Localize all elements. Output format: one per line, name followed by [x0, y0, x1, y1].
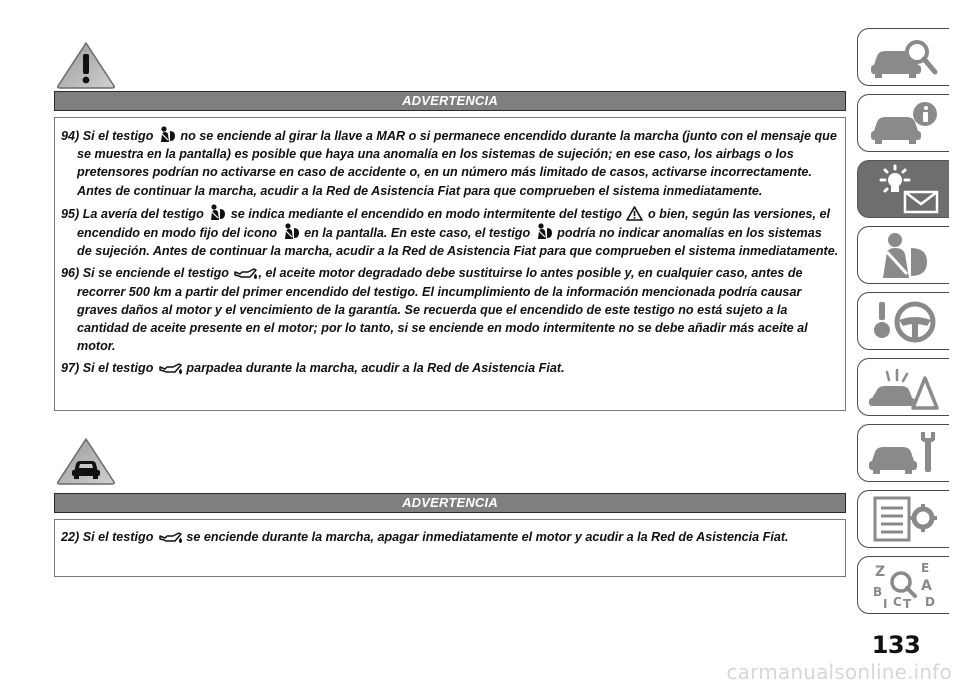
warning-box [54, 117, 846, 411]
index-letter: D [924, 595, 935, 609]
tab-starting-driving[interactable] [857, 292, 949, 350]
warning-note [61, 528, 839, 546]
airbag-warning-icon [535, 223, 553, 240]
car-crash-icon [867, 362, 941, 412]
note-text: o bien, según las versiones, el encendido en modo fijo del icono [77, 206, 830, 241]
tab-warning-lights[interactable] [857, 160, 949, 218]
warning-header: ADVERTENCIA [54, 91, 846, 111]
oil-pressure-icon [158, 362, 182, 375]
warning-note [61, 359, 839, 377]
note-text: no se enciende al girar la llave a MAR o si permanece encendido durante la marcha (junto con el mensaje que se muestra en la pantalla) es posible que haya una anomalía en los sistemas de sujeción; en ese caso, los airbags o los pretensores podrían no activarse en caso de accidente o, en un número más limitado de casos, activarse incorrectamente. Antes de continuar la marcha, acudir a la Red de Asistencia Fiat para que comprueben el sistema inmediatamente. [77, 129, 837, 198]
warning-note [61, 204, 839, 261]
data-gear-icon [867, 494, 941, 544]
airbag-warning-icon [158, 126, 176, 143]
tab-maintenance[interactable] [857, 424, 949, 482]
note-text: podría no indicar anomalías en los sistemas de sujeción. Antes de continuar la marcha, acudir a la Red de Asistencia Fiat para que comprueben el sistema inmediatamente. [77, 226, 839, 259]
airbag-warning-icon [282, 223, 300, 240]
general-warning-triangle-icon [626, 206, 643, 221]
index-letter: B [872, 585, 882, 599]
car-wrench-icon [867, 428, 941, 478]
note-text: en la pantalla. En este caso, el testigo [300, 226, 534, 241]
tab-emergency[interactable] [857, 358, 949, 416]
index-letter: Z [874, 564, 885, 580]
page-number: 133 [871, 631, 921, 659]
car-search-icon [867, 32, 941, 82]
tab-index[interactable] [857, 556, 949, 614]
tab-car-info[interactable] [857, 94, 949, 152]
alphabet-index-icon [867, 560, 941, 610]
warning-header: ADVERTENCIA [54, 493, 846, 513]
note-text: se enciende durante la marcha, apagar inmediatamente el motor y acudir a la Red de Asistencia Fiat. [182, 530, 789, 544]
car-warning-icon [54, 436, 118, 486]
steering-wheel-key-icon [867, 296, 941, 346]
car-info-icon [867, 98, 941, 148]
index-letter: T [902, 597, 911, 610]
index-letter: C [892, 595, 902, 609]
warning-light-message-icon [867, 164, 941, 214]
note-text: 96) Si se enciende el testigo [61, 266, 233, 281]
warning-note [61, 126, 839, 200]
airbag-warning-icon [208, 204, 226, 221]
tab-technical-data[interactable] [857, 490, 949, 548]
note-text: 95) La avería del testigo [61, 206, 208, 221]
note-text: , el aceite motor degradado debe sustituirse lo antes posible y, en cualquier caso, antes de recorrer 500 km a partir del primer encendido del testigo. El incumplimiento de la información mencionada podría causar graves daños al motor y el vencimiento de la garantía. Se recuerda que el encendido de este testigo no está sujeto a la cantidad de aceite presente en el motor; por lo tanto, si se enciende en modo intermitente no se debe añadir más aceite al motor. [77, 266, 808, 354]
index-letter: A [920, 578, 932, 594]
warning-triangle-icon [54, 40, 118, 90]
note-text: se indica mediante el encendido en modo intermitente del testigo [227, 206, 626, 221]
warning-box [54, 519, 846, 577]
note-text: 97) Si el testigo [61, 361, 157, 376]
tab-safety[interactable] [857, 226, 949, 284]
note-text: 22) Si el testigo [61, 530, 157, 544]
tab-car-search[interactable] [857, 28, 949, 86]
seatbelt-airbag-icon [867, 230, 941, 280]
oil-pressure-icon [233, 267, 257, 280]
warning-note [61, 264, 839, 355]
note-text: 94) Si el testigo [61, 129, 157, 143]
oil-pressure-icon [158, 531, 182, 544]
index-letter: I [882, 597, 887, 610]
index-letter: E [920, 561, 929, 575]
watermark: carmanualsonline.info [726, 660, 952, 684]
note-text: parpadea durante la marcha, acudir a la Red de Asistencia Fiat. [182, 361, 565, 376]
